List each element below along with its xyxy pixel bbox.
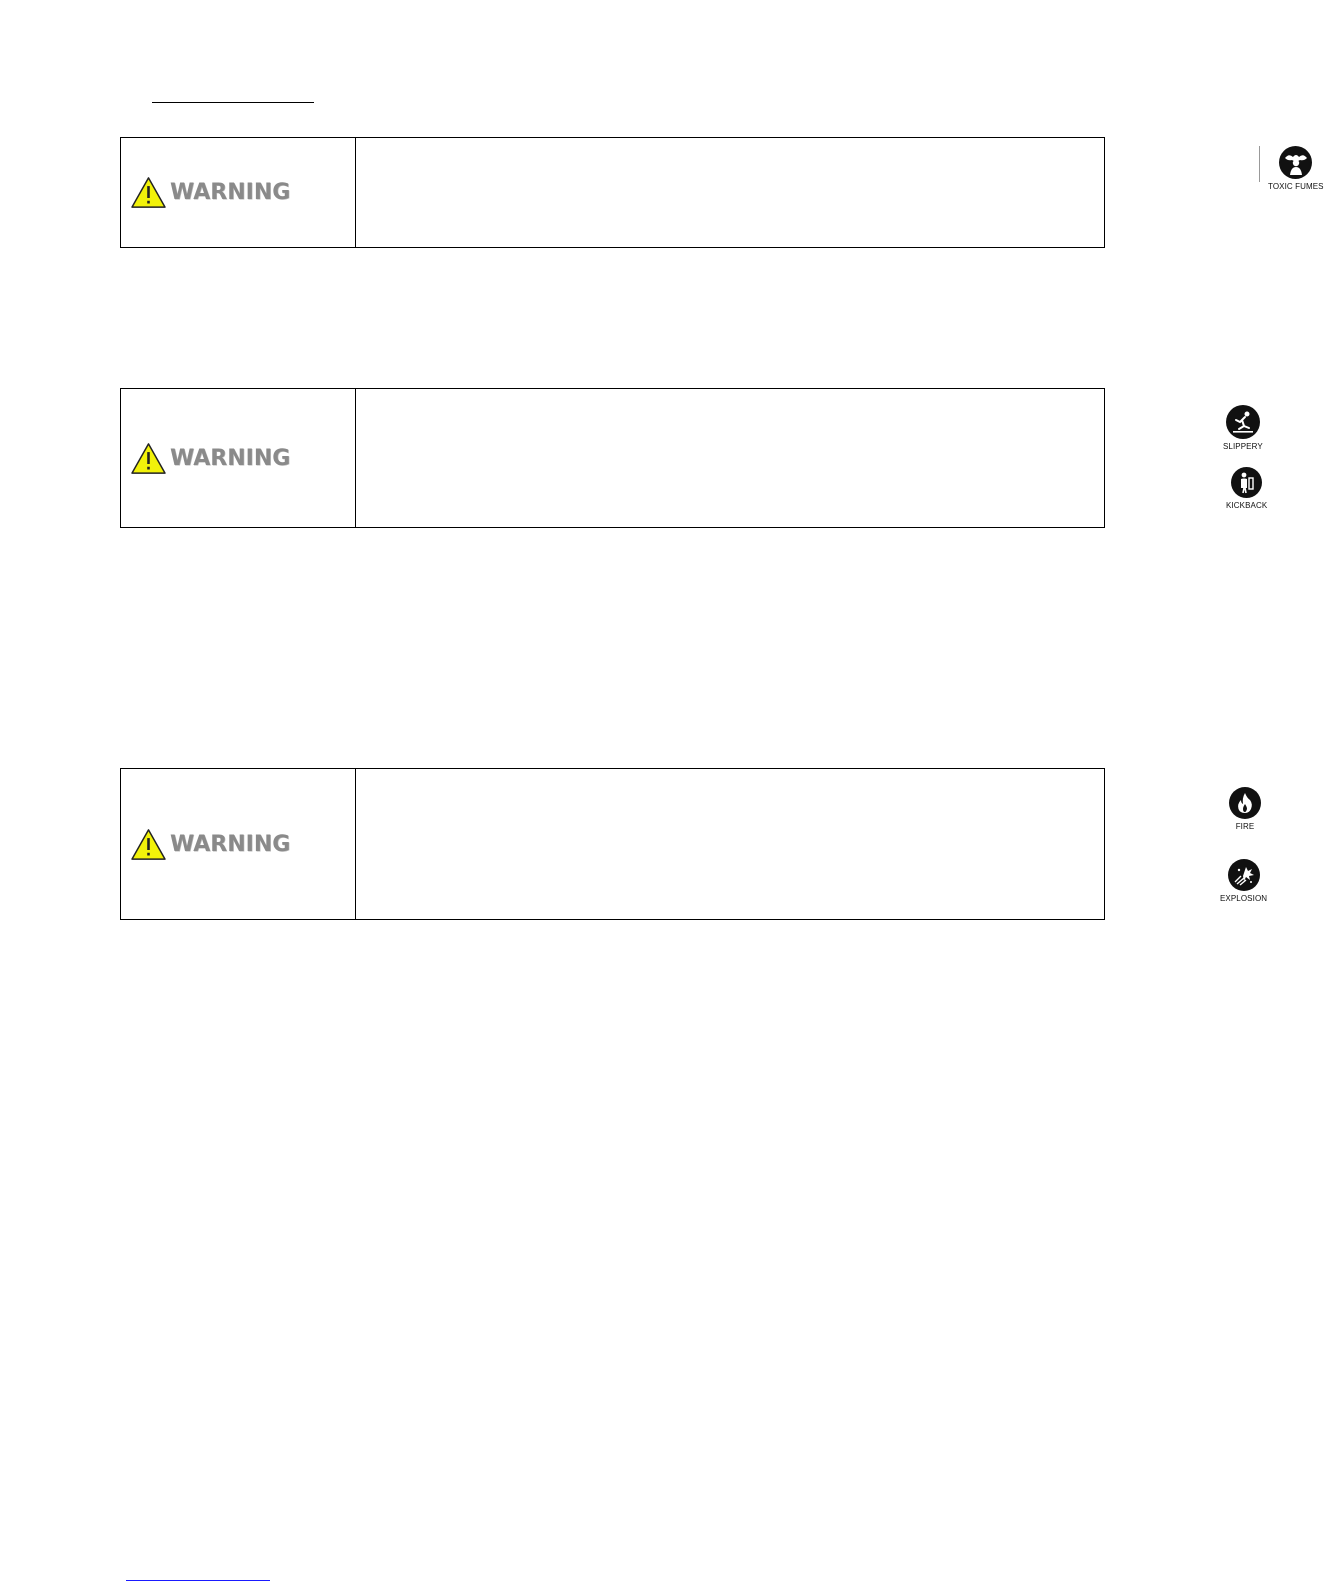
- slippery-pictogram: [1223, 405, 1263, 451]
- toxic-fumes-caption: TOXIC FUMES: [1268, 182, 1324, 191]
- kickback-caption: KICKBACK: [1226, 501, 1268, 510]
- footer-link-underline: [126, 1580, 270, 1581]
- warning-content-cell: [356, 389, 1268, 527]
- warning-label-cell: [121, 769, 356, 919]
- fire-pictogram: [1229, 787, 1261, 831]
- warning-triangle-icon: [130, 442, 167, 475]
- warning-box-slippery-kickback: [120, 388, 1268, 528]
- explosion-pictogram: [1220, 859, 1267, 903]
- kickback-pictogram: [1226, 467, 1267, 510]
- fire-icon: [1229, 787, 1261, 819]
- explosion-icon: [1228, 859, 1260, 891]
- warning-label-cell: [121, 138, 356, 247]
- warning-content-cell: [356, 138, 1324, 247]
- toxic-fumes-icon: [1279, 146, 1312, 179]
- warning-label-cell: [121, 389, 356, 527]
- slippery-caption: SLIPPERY: [1223, 442, 1263, 451]
- heading-underline: [152, 102, 314, 103]
- slippery-icon: [1226, 405, 1260, 439]
- warning-content-cell: [356, 769, 1268, 919]
- warning-label: WARNING: [170, 445, 291, 471]
- divider: [1259, 146, 1260, 182]
- toxic-fumes-pictogram: [1268, 146, 1324, 191]
- explosion-caption: EXPLOSION: [1220, 894, 1268, 903]
- warning-triangle-icon: [130, 176, 167, 209]
- warning-label: WARNING: [170, 831, 291, 857]
- kickback-icon: [1231, 467, 1262, 498]
- fire-caption: FIRE: [1235, 822, 1255, 831]
- warning-box-toxic-fumes: [120, 137, 1324, 248]
- warning-label: WARNING: [170, 180, 291, 205]
- warning-triangle-icon: [130, 828, 167, 861]
- warning-box-fire-explosion: [120, 768, 1268, 920]
